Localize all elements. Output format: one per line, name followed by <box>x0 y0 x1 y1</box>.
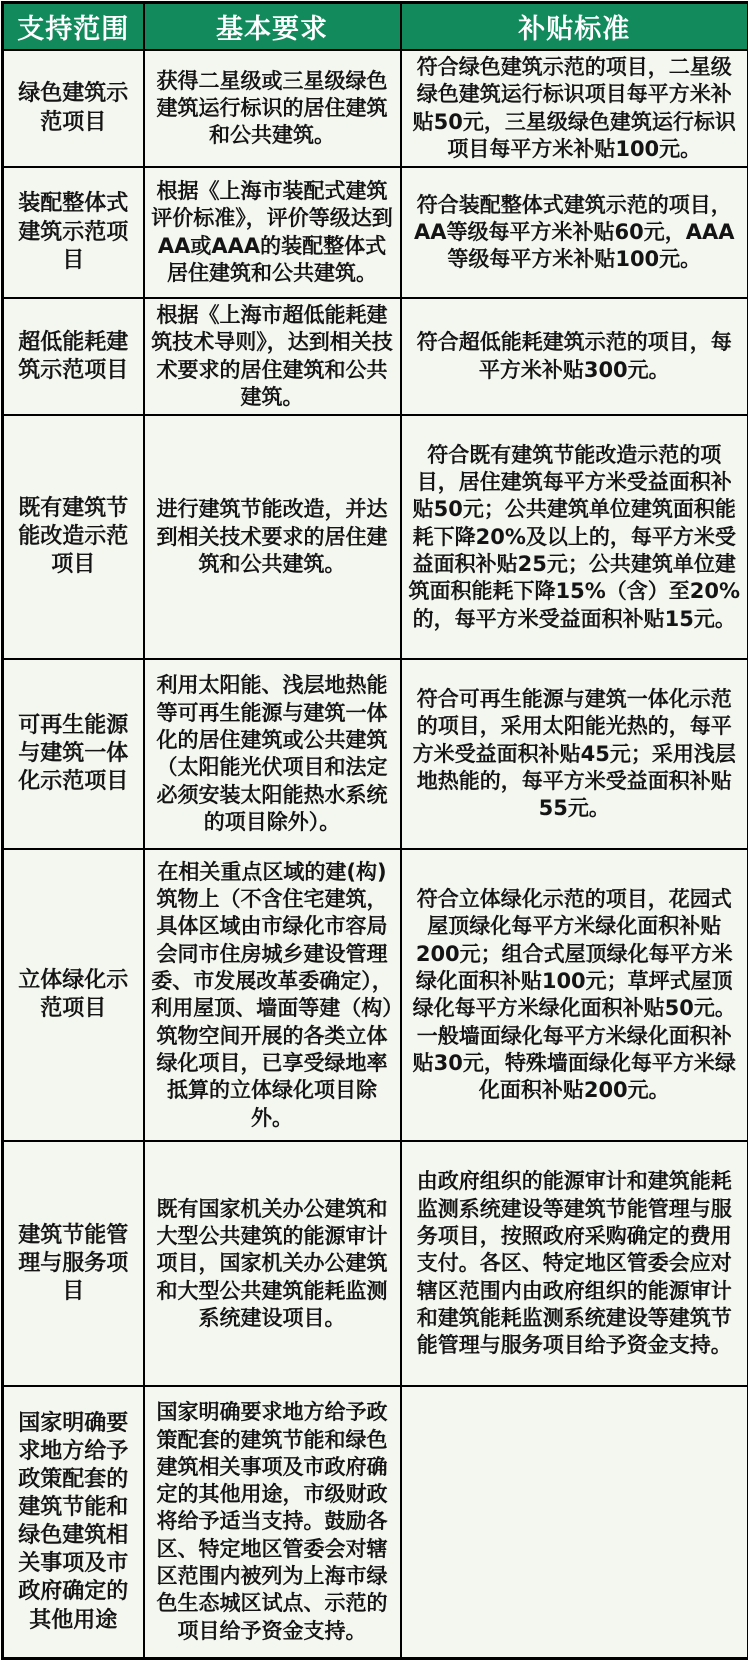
table-row <box>3 167 748 298</box>
scope-cell: 超低能耗建筑示范项目 <box>3 298 144 415</box>
scope-cell: 绿色建筑示范项目 <box>3 50 144 167</box>
requirement-cell: 根据《上海市超低能耗建筑技术导则》，达到相关技术要求的居住建筑和公共建筑。 <box>144 298 401 415</box>
scope-cell: 可再生能源与建筑一体化示范项目 <box>3 659 144 849</box>
requirement-cell: 进行建筑节能改造，并达到相关技术要求的居住建筑和公共建筑。 <box>144 415 401 659</box>
scope-cell: 立体绿化示范项目 <box>3 849 144 1141</box>
subsidy-cell: 符合超低能耗建筑示范的项目，每平方米补贴300元。 <box>401 298 748 415</box>
subsidy-standards-table <box>1 1 748 1660</box>
requirement-cell: 根据《上海市装配式建筑评价标准》，评价等级达到AA或AAA的装配整体式居住建筑和公共建筑。 <box>144 167 401 298</box>
scope-cell: 建筑节能管理与服务项目 <box>3 1141 144 1386</box>
header-subsidy-standard: 补贴标准 <box>401 3 748 51</box>
table-row <box>3 1141 748 1386</box>
scope-cell: 装配整体式建筑示范项目 <box>3 167 144 298</box>
scope-cell: 国家明确要求地方给予政策配套的建筑节能和绿色建筑相关事项及市政府确定的其他用途 <box>3 1386 144 1658</box>
subsidy-cell: 符合可再生能源与建筑一体化示范的项目，采用太阳能光热的，每平方米受益面积补贴45元；采用浅层地热能的，每平方米受益面积补贴55元。 <box>401 659 748 849</box>
requirement-cell: 在相关重点区域的建(构)筑物上（不含住宅建筑，具体区域由市绿化市容局会同市住房城乡建设管理委、市发展改革委确定），利用屋顶、墙面等建（构）筑物空间开展的各类立体绿化项目，已享受绿地率抵算的立体绿化项目除外。 <box>144 849 401 1141</box>
table-row <box>3 50 748 167</box>
subsidy-cell: 由政府组织的能源审计和建筑能耗监测系统建设等建筑节能管理与服务项目，按照政府采购确定的费用支付。各区、特定地区管委会应对辖区范围内由政府组织的能源审计和建筑能耗监测系统建设等建筑节能管理与服务项目给予资金支持。 <box>401 1141 748 1386</box>
subsidy-cell: 符合绿色建筑示范的项目，二星级绿色建筑运行标识项目每平方米补贴50元，三星级绿色建筑运行标识项目每平方米补贴100元。 <box>401 50 748 167</box>
table-row <box>3 659 748 849</box>
requirement-cell: 既有国家机关办公建筑和大型公共建筑的能源审计项目，国家机关办公建筑和大型公共建筑能耗监测系统建设项目。 <box>144 1141 401 1386</box>
header-basic-requirements: 基本要求 <box>144 3 401 51</box>
subsidy-cell: 符合立体绿化示范的项目，花园式屋顶绿化每平方米绿化面积补贴200元；组合式屋顶绿化每平方米绿化面积补贴100元；草坪式屋顶绿化每平方米绿化面积补贴50元。一般墙面绿化每平方米绿化面积补贴30元，特殊墙面绿化每平方米绿化面积补贴200元。 <box>401 849 748 1141</box>
table-row <box>3 298 748 415</box>
table-row <box>3 849 748 1141</box>
subsidy-cell <box>401 1386 748 1658</box>
table-row <box>3 1386 748 1658</box>
requirement-cell: 利用太阳能、浅层地热能等可再生能源与建筑一体化的居住建筑或公共建筑（太阳能光伏项目和法定必须安装太阳能热水系统的项目除外）。 <box>144 659 401 849</box>
header-support-scope: 支持范围 <box>3 3 144 51</box>
subsidy-cell: 符合装配整体式建筑示范的项目，AA等级每平方米补贴60元，AAA等级每平方米补贴100元。 <box>401 167 748 298</box>
header-row <box>3 3 748 51</box>
requirement-cell: 国家明确要求地方给予政策配套的建筑节能和绿色建筑相关事项及市政府确定的其他用途，市级财政将给予适当支持。鼓励各区、特定地区管委会对辖区范围内被列为上海市绿色生态城区试点、示范的项目给予资金支持。 <box>144 1386 401 1658</box>
scope-cell: 既有建筑节能改造示范项目 <box>3 415 144 659</box>
requirement-cell: 获得二星级或三星级绿色建筑运行标识的居住建筑和公共建筑。 <box>144 50 401 167</box>
subsidy-cell: 符合既有建筑节能改造示范的项目，居住建筑每平方米受益面积补贴50元；公共建筑单位建筑面积能耗下降20%及以上的，每平方米受益面积补贴25元；公共建筑单位建筑面积能耗下降15%（含）至20%的，每平方米受益面积补贴15元。 <box>401 415 748 659</box>
table-row <box>3 415 748 659</box>
